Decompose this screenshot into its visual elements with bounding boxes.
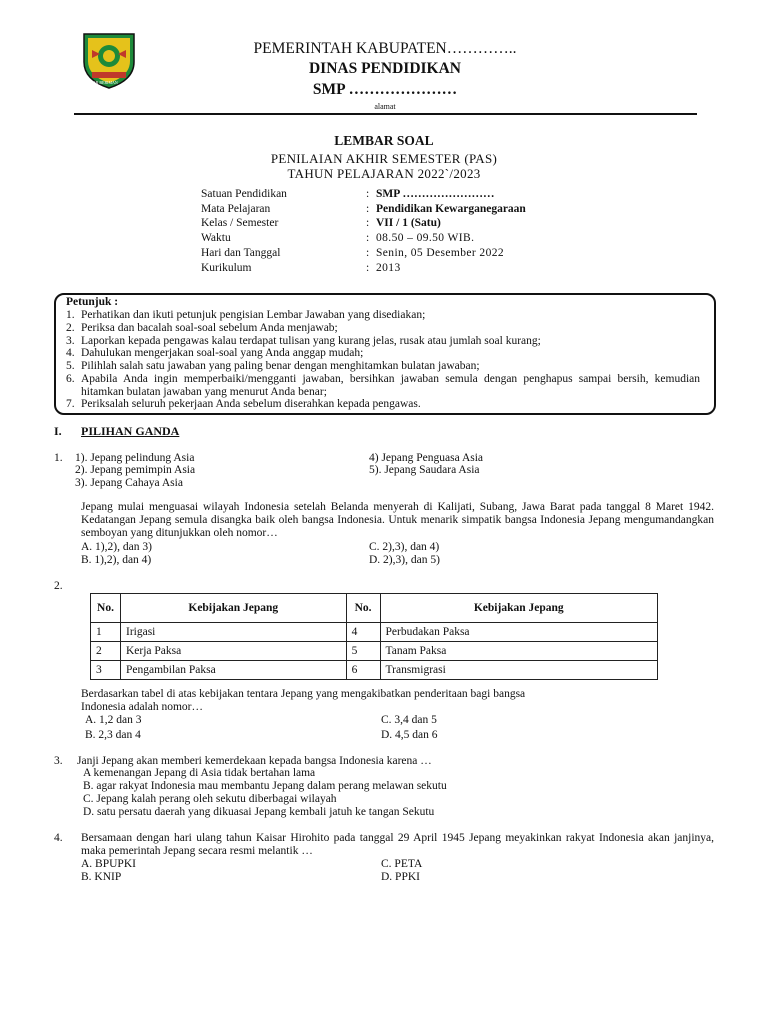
info-colon: : <box>366 188 370 200</box>
info-value: SMP …………………… <box>376 188 495 200</box>
instruction-item: Laporkan kepada pengawas kalau terdapat tulisan yang kurang jelas, rusak atau jumlah soal kurang; <box>81 335 541 347</box>
instruction-number: 2. <box>66 322 75 334</box>
info-label: Kurikulum <box>201 262 252 274</box>
table-row <box>91 661 658 680</box>
instruction-number: 5. <box>66 360 75 372</box>
table-cell: 6 <box>346 661 380 680</box>
q1-list-item: 3). Jepang Cahaya Asia <box>75 477 183 489</box>
q1-list-item: 1). Jepang pelindung Asia <box>75 452 195 464</box>
question-number: 3. <box>54 755 63 767</box>
question-number: 1. <box>54 452 63 464</box>
answer-option[interactable]: D. satu persatu daerah yang dikuasai Jepang kembali jatuh ke tangan Sekutu <box>83 806 435 818</box>
q1-list-item: 5). Jepang Saudara Asia <box>369 464 480 476</box>
instruction-item: Dahulukan mengerjakan soal-soal yang Anda anggap mudah; <box>81 347 364 359</box>
table-cell: Pengambilan Paksa <box>120 661 346 680</box>
instruction-item: Periksalah seluruh pekerjaan Anda sebelum diserahkan kepada pengawas. <box>81 398 421 410</box>
answer-option[interactable]: A. BPUPKI <box>81 858 136 870</box>
exam-title: PENILAIAN AKHIR SEMESTER (PAS) <box>270 151 498 166</box>
section-title: PILIHAN GANDA <box>81 424 180 438</box>
instruction-item: Pilihlah salah satu jawaban yang paling benar dengan menghitamkan bulatan jawaban; <box>81 360 480 372</box>
answer-option[interactable]: B. 1),2), dan 4) <box>81 554 152 566</box>
header-government: PEMERINTAH KABUPATEN………….. <box>253 40 517 57</box>
header-address: alamat <box>374 102 396 111</box>
info-label: Kelas / Semester <box>201 217 279 229</box>
info-label: Satuan Pendidikan <box>201 188 287 200</box>
answer-option[interactable]: C. PETA <box>381 858 423 870</box>
question-number: 4. <box>54 832 63 844</box>
table-row <box>91 642 658 661</box>
logo-motto: TEGAR BERIMAN <box>85 80 118 85</box>
info-colon: : <box>366 262 370 274</box>
table-header: No. <box>91 594 121 623</box>
answer-option[interactable]: D. PPKI <box>381 871 420 883</box>
table-cell: Kerja Paksa <box>120 642 346 661</box>
info-value: Senin, 05 Desember 2022 <box>376 247 505 259</box>
instructions-title: Petunjuk : <box>66 296 119 308</box>
answer-option[interactable]: B. KNIP <box>81 871 122 883</box>
header-agency: DINAS PENDIDIKAN <box>308 60 461 77</box>
info-label: Mata Pelajaran <box>201 203 271 215</box>
info-label: Waktu <box>201 232 231 244</box>
info-value: 2013 <box>376 262 401 274</box>
q1-list-item: 2). Jepang pemimpin Asia <box>75 464 196 476</box>
info-label: Hari dan Tanggal <box>201 247 281 259</box>
header-school: SMP ………………… <box>312 81 458 98</box>
instruction-number: 3. <box>66 335 75 347</box>
question-text: Berdasarkan tabel di atas kebijakan tentara Jepang yang mengakibatkan penderitaan bagi bangsa <box>81 688 526 700</box>
table-cell: 2 <box>91 642 121 661</box>
question-text: Janji Jepang akan memberi kemerdekaan kepada bangsa Indonesia karena … <box>77 755 432 767</box>
table-cell: Tanam Paksa <box>380 642 657 661</box>
question-number: 2. <box>54 580 63 592</box>
table-cell: 3 <box>91 661 121 680</box>
policy-table <box>90 593 658 680</box>
instruction-number: 4. <box>66 347 75 359</box>
instruction-item: Perhatikan dan ikuti petunjuk pengisian Lembar Jawaban yang disediakan; <box>81 309 426 321</box>
table-cell: Irigasi <box>120 623 346 642</box>
answer-option[interactable]: A. 1),2), dan 3) <box>81 541 152 553</box>
info-value: 08.50 – 09.50 WIB. <box>376 232 475 244</box>
answer-option[interactable]: D. 4,5 dan 6 <box>381 729 438 741</box>
table-cell: 1 <box>91 623 121 642</box>
answer-option[interactable]: C. 3,4 dan 5 <box>381 714 437 726</box>
table-cell: 5 <box>346 642 380 661</box>
section-number: I. <box>54 424 62 438</box>
answer-option[interactable]: C. Jepang kalah perang oleh sekutu diberbagai wilayah <box>83 793 337 805</box>
answer-option[interactable]: A kemenangan Jepang di Asia tidak bertahan lama <box>83 767 316 779</box>
instruction-item: Periksa dan bacalah soal-soal sebelum Anda menjawab; <box>81 322 338 334</box>
header-divider <box>74 113 697 115</box>
answer-option[interactable]: A. 1,2 dan 3 <box>85 714 142 726</box>
table-header: Kebijakan Jepang <box>120 594 346 623</box>
answer-option[interactable]: D. 2),3), dan 5) <box>369 554 440 566</box>
table-header-row <box>91 594 658 623</box>
table-header: No. <box>346 594 380 623</box>
question-text: Indonesia adalah nomor… <box>81 701 203 713</box>
answer-option[interactable]: B. 2,3 dan 4 <box>85 729 141 741</box>
table-row <box>91 623 658 642</box>
table-header: Kebijakan Jepang <box>380 594 657 623</box>
table-cell: Perbudakan Paksa <box>380 623 657 642</box>
academic-year: TAHUN PELAJARAN 2022`/2023 <box>287 166 481 181</box>
info-value: Pendidikan Kewarganegaraan <box>376 203 526 215</box>
instruction-number: 1. <box>66 309 75 321</box>
question-text: Bersamaan dengan hari ulang tahun Kaisar Hirohito pada tanggal 29 April 1945 Jepang meyakinkan rakyat Indonesia akan janjinya, maka pemerintah Jepang secara resmi melantik … <box>81 832 714 857</box>
answer-option[interactable]: B. agar rakyat Indonesia mau membantu Jepang dalam perang melawan sekutu <box>83 780 447 792</box>
info-colon: : <box>366 247 370 259</box>
q1-list-item: 4) Jepang Penguasa Asia <box>369 452 484 464</box>
instruction-item: Apabila Anda ingin memperbaiki/mengganti jawaban, bersihkan jawaban semula dengan penghapus sampai bersih, kemudian hitamkan bulatan jawaban yang menurut Anda benar; <box>81 373 700 398</box>
info-value: VII / 1 (Satu) <box>376 217 441 229</box>
instruction-number: 7. <box>66 398 75 410</box>
info-colon: : <box>366 217 370 229</box>
answer-option[interactable]: C. 2),3), dan 4) <box>369 541 440 553</box>
question-text: Jepang mulai menguasai wilayah Indonesia setelah Belanda menyerah di Kalijati, Subang, Jawa Barat pada tanggal 8 Maret 1942. Kedatangan Jepang semula disangka baik oleh bangsa Indonesia. Untuk menarik simpatik bangsa Indonesia Jepang mengumandangkan semboyan yang ditunjukkan oleh nomor… <box>81 501 714 539</box>
info-colon: : <box>366 203 370 215</box>
info-colon: : <box>366 232 370 244</box>
table-cell: Transmigrasi <box>380 661 657 680</box>
instruction-number: 6. <box>66 373 75 385</box>
table-cell: 4 <box>346 623 380 642</box>
sheet-title: LEMBAR SOAL <box>334 133 434 148</box>
